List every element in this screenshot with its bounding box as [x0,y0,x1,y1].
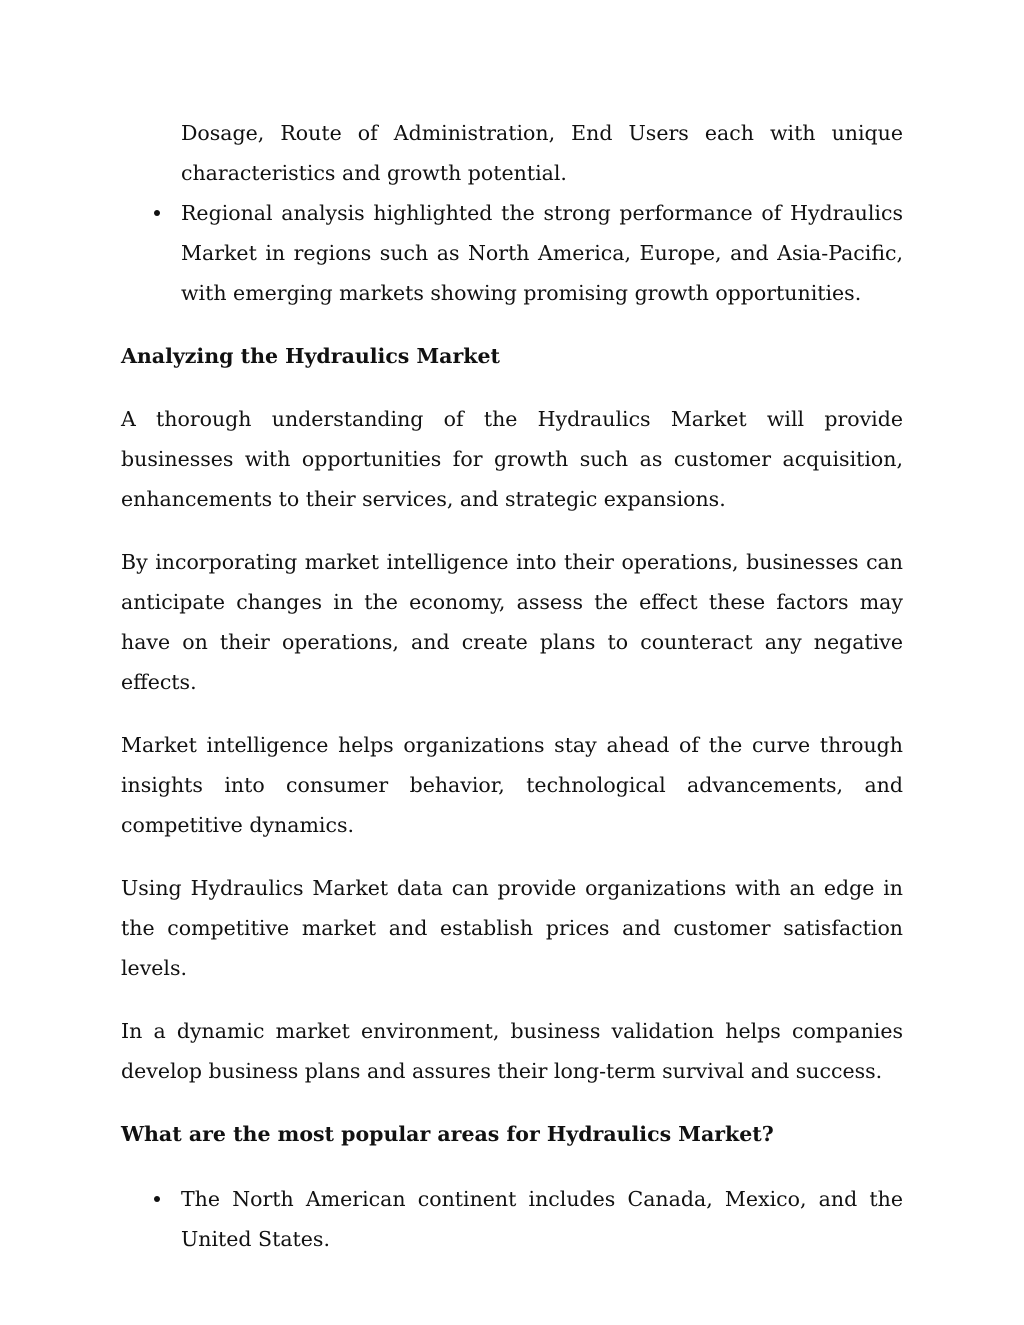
list-item-regional-analysis: Regional analysis highlighted the strong performance of Hydraulics Market in regions such as North America, Europe, and Asia-Pacific, with emerging markets showing promising growth opportunities. [121,193,903,313]
paragraph-understanding: A thorough understanding of the Hydraulics Market will provide businesses with opportunities for growth such as customer acquisition, enhancements to their services, and strategic expansions. [121,407,903,511]
document-page [121,113,903,1259]
bullet-list-regions [121,1179,903,1259]
paragraph-business-validation: In a dynamic market environment, business validation helps companies develop business plans and assures their long-term survival and success. [121,1019,903,1083]
paragraph-stay-ahead: Market intelligence helps organizations stay ahead of the curve through insights into consumer behavior, technological advancements, and competitive dynamics. [121,733,903,837]
section-heading-popular-areas: What are the most popular areas for Hydraulics Market? [121,1122,774,1146]
paragraph-market-intelligence-operations: By incorporating market intelligence into their operations, businesses can anticipate changes in the economy, assess the effect these factors may have on their operations, and create plans to counteract any negative effects. [121,550,903,694]
bullet-list-continued [121,113,903,313]
list-item-continued: Dosage, Route of Administration, End Users each with unique characteristics and growth potential. [181,121,903,185]
paragraph-market-data-edge: Using Hydraulics Market data can provide organizations with an edge in the competitive market and establish prices and customer satisfaction levels. [121,876,903,980]
section-heading-analyzing: Analyzing the Hydraulics Market [121,344,500,368]
list-item-north-america: The North American continent includes Canada, Mexico, and the United States. [121,1179,903,1259]
